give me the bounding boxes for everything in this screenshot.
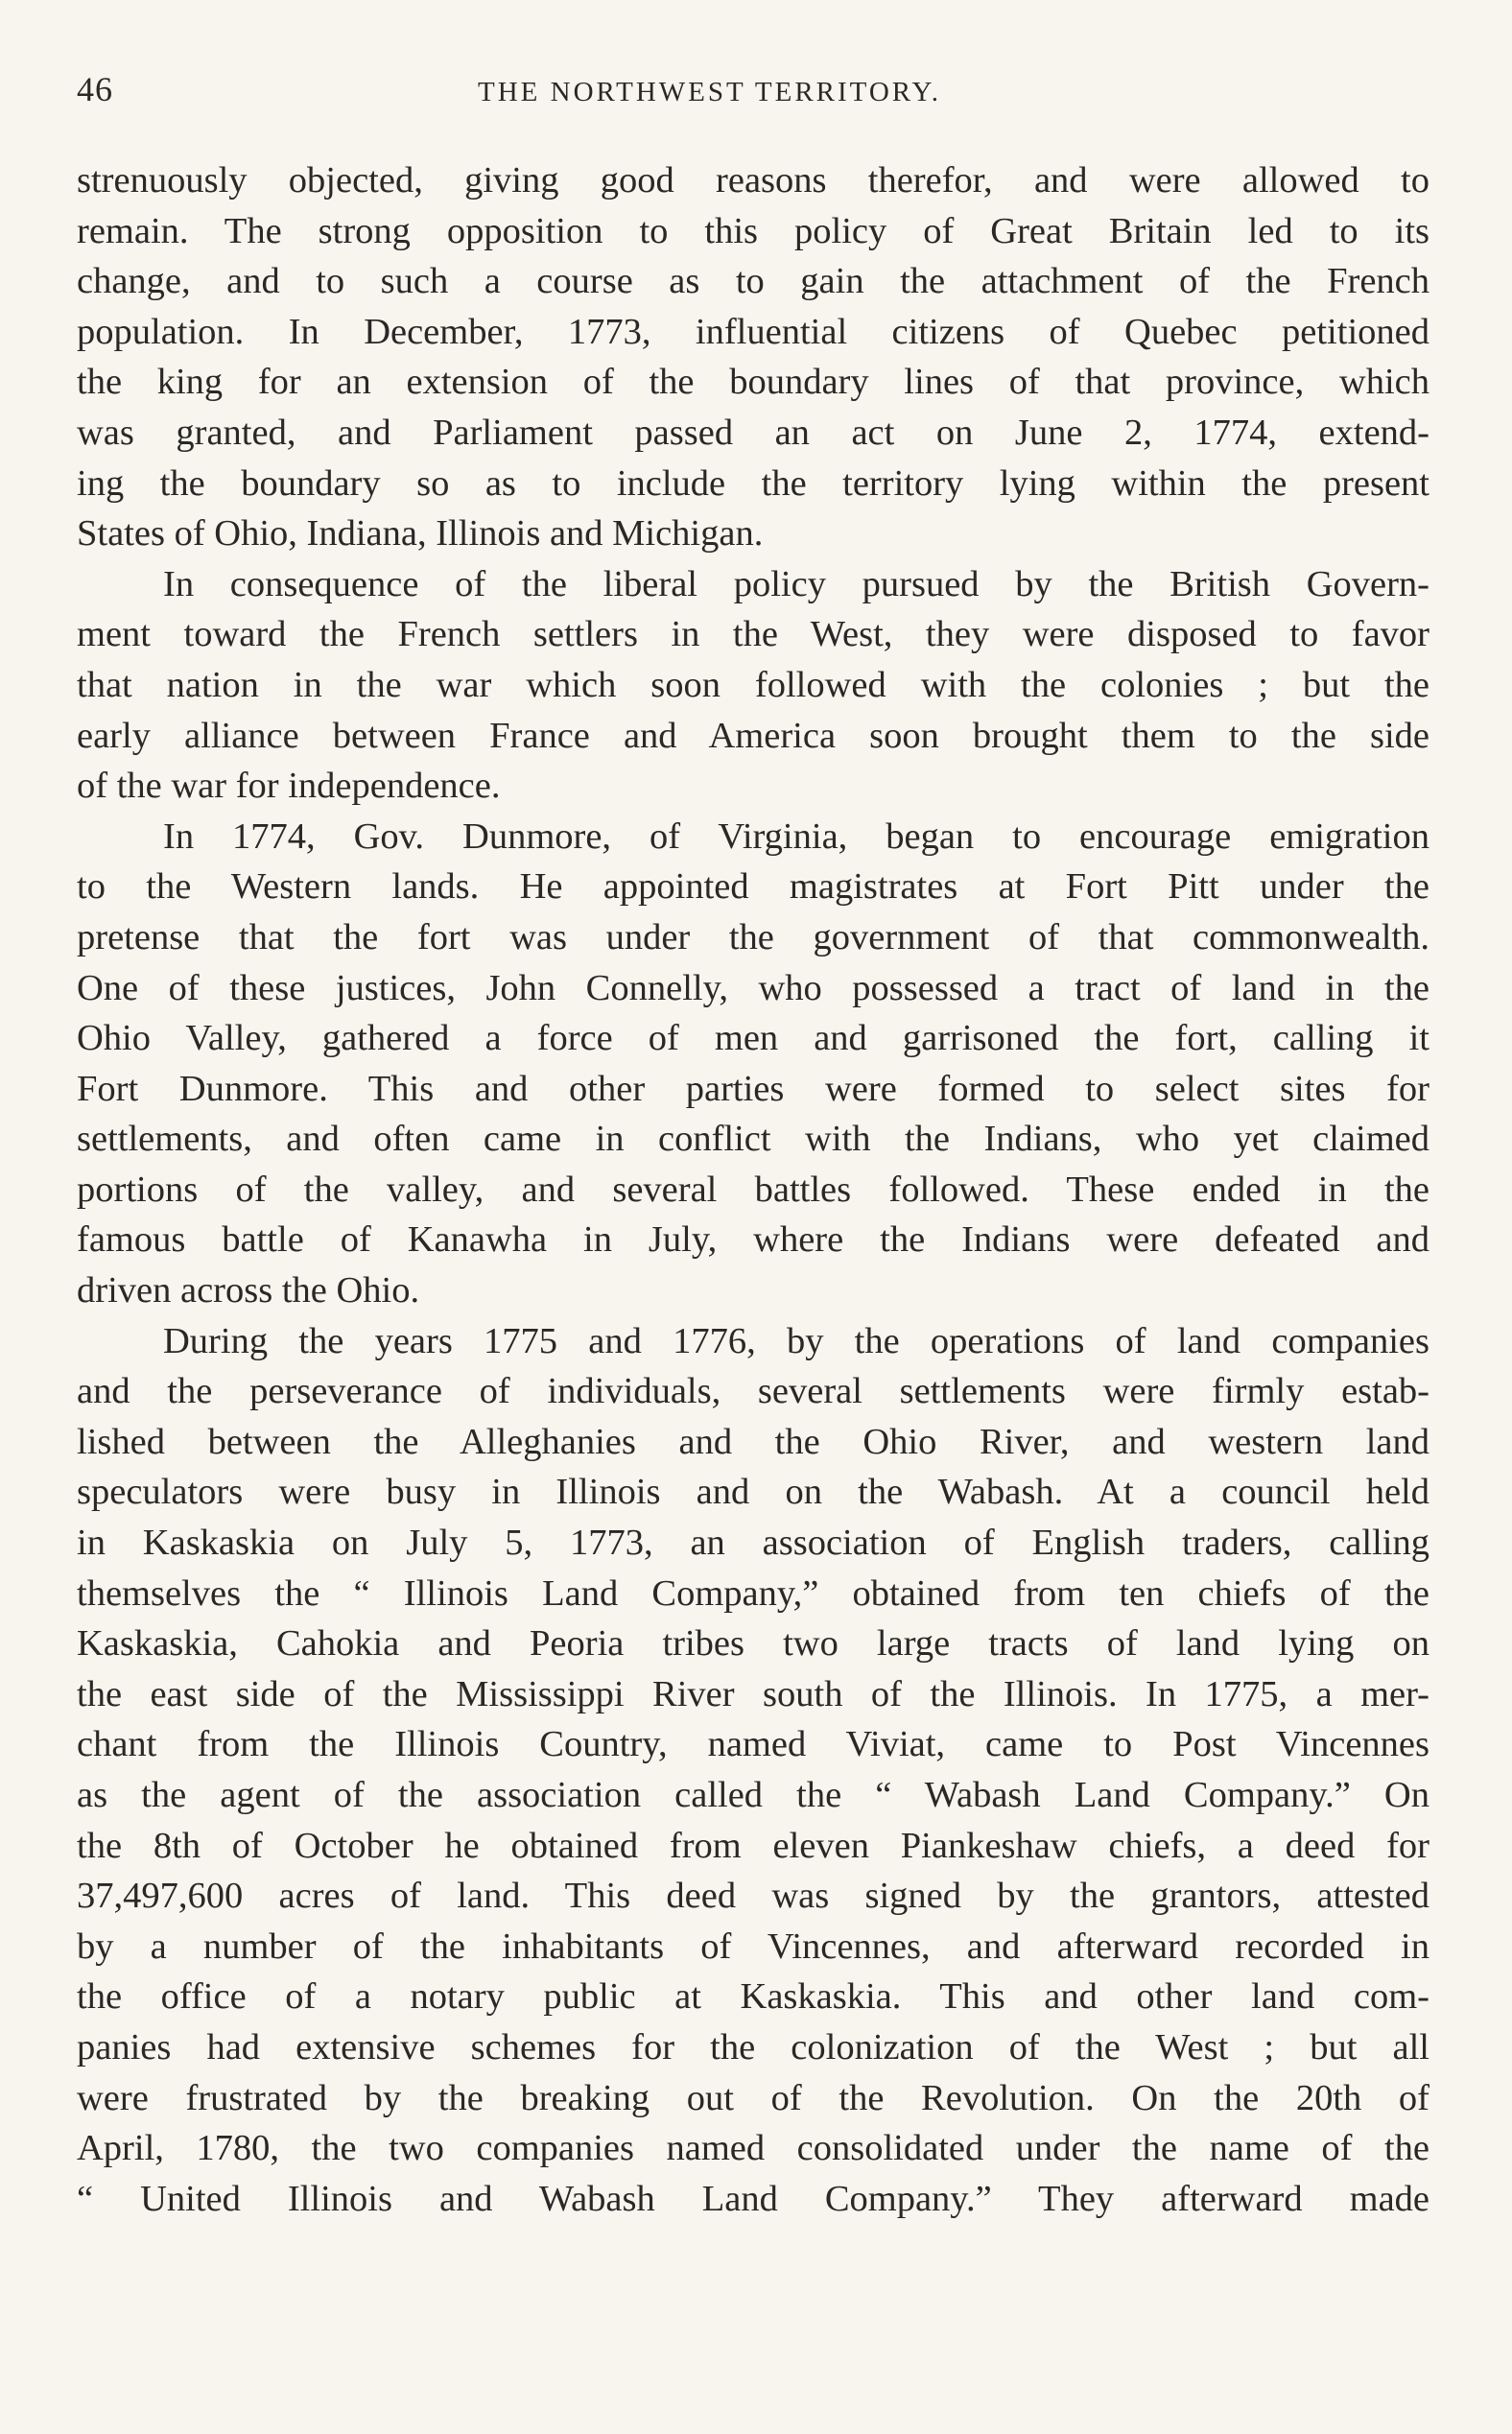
text-line: change, and to such a course as to gain the attachment of the French xyxy=(77,261,1429,302)
text-line: early alliance between France and America soon brought them to the side xyxy=(77,715,1429,756)
running-head: THE NORTHWEST TERRITORY. xyxy=(478,77,941,107)
paragraph xyxy=(77,155,1429,559)
text-line: themselves the “ Illinois Land Company,” obtained from ten chiefs of the xyxy=(77,1572,1429,1614)
text-line: were frustrated by the breaking out of the Revolution. On the 20th of xyxy=(77,2077,1429,2118)
text-line: Fort Dunmore. This and other parties were formed to select sites for xyxy=(77,1068,1429,1109)
text-line: that nation in the war which soon followed with the colonies ; but the xyxy=(77,664,1429,705)
text-line: population. In December, 1773, influential citizens of Quebec petitioned xyxy=(77,311,1429,352)
text-line: “ United Illinois and Wabash Land Company.” They afterward made xyxy=(77,2178,1429,2219)
text-line: During the years 1775 and 1776, by the operations of land companies xyxy=(163,1320,1429,1361)
text-line: settlements, and often came in conflict with the Indians, who yet claimed xyxy=(77,1119,1429,1160)
text-line: and the perseverance of individuals, several settlements were firmly estab- xyxy=(77,1371,1429,1412)
paragraph xyxy=(77,1316,1429,2225)
text-line: In 1774, Gov. Dunmore, of Virginia, began to encourage emigration xyxy=(163,815,1429,857)
text-line: famous battle of Kanawha in July, where the Indians were defeated and xyxy=(77,1219,1429,1261)
text-line: One of these justices, John Connelly, who possessed a tract of land in the xyxy=(77,967,1429,1008)
text-line: remain. The strong opposition to this policy of Great Britain led to its xyxy=(77,210,1429,251)
text-line: strenuously objected, giving good reasons therefor, and were allowed to xyxy=(77,160,1429,201)
text-line: as the agent of the association called the “ Wabash Land Company.” On xyxy=(77,1775,1429,1815)
text-line: in Kaskaskia on July 5, 1773, an association of English traders, calling xyxy=(77,1523,1429,1564)
text-line: the king for an extension of the boundary lines of that province, which xyxy=(77,362,1429,403)
paragraph xyxy=(77,559,1429,812)
text-line: portions of the valley, and several battles followed. These ended in the xyxy=(77,1169,1429,1210)
text-line: panies had extensive schemes for the colonization of the West ; but all xyxy=(77,2026,1429,2068)
text-line: the 8th of October he obtained from eleven Piankeshaw chiefs, a deed for xyxy=(77,1825,1429,1866)
text-line: to the Western lands. He appointed magistrates at Fort Pitt under the xyxy=(77,866,1429,908)
text-line: of the war for independence. xyxy=(77,766,501,807)
text-line: pretense that the fort was under the government of that commonwealth. xyxy=(77,916,1429,957)
page-number: 46 xyxy=(77,70,113,108)
text-line: the east side of the Mississippi River south of the Illinois. In 1775, a mer- xyxy=(77,1673,1429,1714)
text-line: lished between the Alleghanies and the Ohio River, and western land xyxy=(77,1421,1429,1462)
text-line: ment toward the French settlers in the West, they were disposed to favor xyxy=(77,614,1429,655)
text-line: In consequence of the liberal policy pursued by the British Govern- xyxy=(163,563,1429,604)
paragraph xyxy=(77,812,1429,1316)
text-line: Kaskaskia, Cahokia and Peoria tribes two large tracts of land lying on xyxy=(77,1623,1429,1665)
text-line: by a number of the inhabitants of Vincennes, and afterward recorded in xyxy=(77,1926,1429,1967)
text-line: was granted, and Parliament passed an act on June 2, 1774, extend- xyxy=(77,412,1429,453)
text-line: ing the boundary so as to include the territory lying within the present xyxy=(77,462,1429,504)
text-line: speculators were busy in Illinois and on the Wabash. At a council held xyxy=(77,1472,1429,1513)
text-line: April, 1780, the two companies named consolidated under the name of the xyxy=(77,2128,1429,2169)
text-line: chant from the Illinois Country, named Viviat, came to Post Vincennes xyxy=(77,1724,1429,1765)
text-line: driven across the Ohio. xyxy=(77,1270,420,1312)
text-line: the office of a notary public at Kaskaskia. This and other land com- xyxy=(77,1976,1429,2018)
text-line: 37,497,600 acres of land. This deed was signed by the grantors, attested xyxy=(77,1876,1429,1917)
text-line: Ohio Valley, gathered a force of men and garrisoned the fort, calling it xyxy=(77,1018,1429,1059)
text-line: States of Ohio, Indiana, Illinois and Michigan. xyxy=(77,513,764,555)
body-text xyxy=(77,155,1429,2224)
